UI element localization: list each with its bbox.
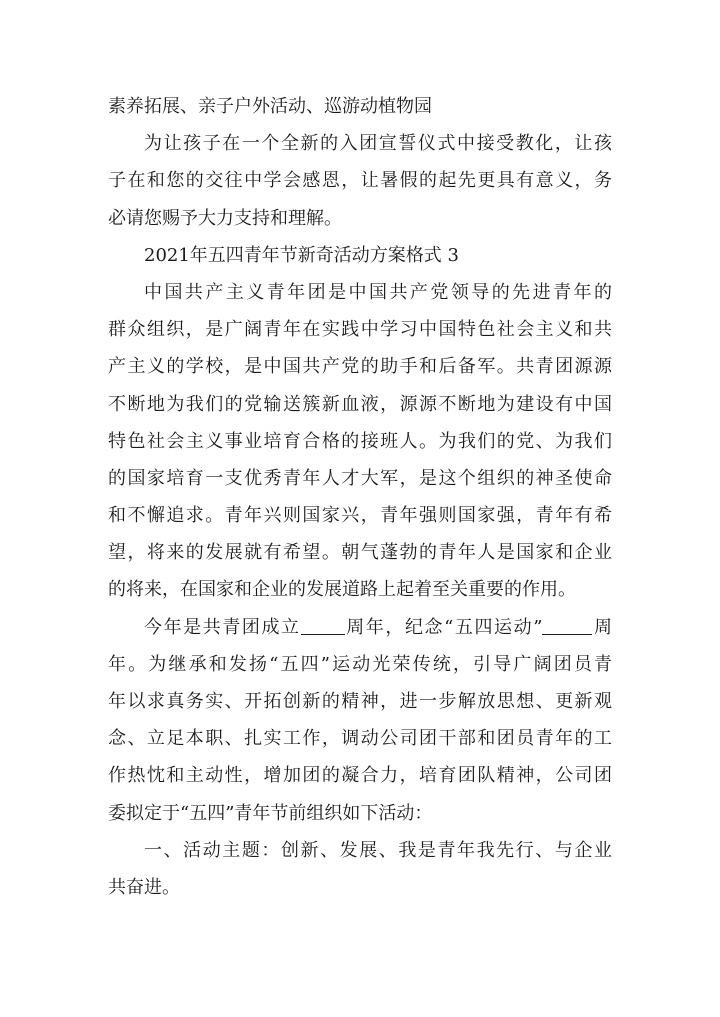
- text-line: 作热忱和主动性，增加团的凝合力，培育团队精神，公司团: [108, 765, 612, 787]
- text-line: 共奋进。: [108, 876, 180, 898]
- text-line: 年以求真务实、开拓创新的精神，进一步解放思想、更新观: [108, 691, 612, 712]
- text-line: 子在和您的交往中学会感恩，让暑假的起先更具有意义，务: [108, 170, 612, 192]
- blank-line-part-3: 周: [592, 616, 613, 638]
- text-line: 群众组织，是广阔青年在实践中学习中国特色社会主义和共: [108, 319, 612, 341]
- text-line: 素养拓展、亲子户外活动、巡游动植物园: [108, 96, 432, 117]
- text-line: 年。为继承和发扬“五四”运动光荣传统，引导广阔团员青: [108, 653, 612, 675]
- text-line: 委拟定于“五四”青年节前组织如下活动：: [108, 802, 433, 824]
- document-body: [108, 88, 612, 906]
- text-line: 念、立足本职、扎实工作，调动公司团干部和团员青年的工: [108, 728, 612, 750]
- fill-in-blank: [542, 616, 592, 635]
- text-line: 望，将来的发展就有希望。朝气蓬勃的青年人是国家和企业: [108, 542, 612, 564]
- text-line: 的将来，在国家和企业的发展道路上起着至关重要的作用。: [108, 579, 576, 601]
- text-line: 特色社会主义事业培育合格的接班人。为我们的党、为我们: [108, 430, 612, 452]
- blank-fill-line: [108, 609, 612, 646]
- text-line: 不断地为我们的党输送簇新血液，源源不断地为建设有中国: [108, 393, 612, 415]
- paragraph-first-line: 中国共产主义青年团是中国共产党领导的先进青年的: [144, 281, 612, 303]
- blank-line-part-2: 周年，纪念“五四运动”: [344, 616, 543, 638]
- text-line: 产主义的学校，是中国共产党的助手和后备军。共青团源源: [108, 356, 612, 378]
- fill-in-blank: [301, 616, 345, 635]
- text-line: 和不懈追求。青年兴则国家兴，青年强则国家强，青年有希: [108, 505, 612, 527]
- text-line: 必请您赐予大力支持和理解。: [108, 207, 342, 229]
- text-line: 的国家培育一支优秀青年人才大军，是这个组织的神圣使命: [108, 467, 612, 489]
- blank-line-part-1: 今年是共青团成立: [144, 616, 301, 638]
- section-heading: 2021年五四青年节新奇活动方案格式 3: [144, 244, 459, 266]
- paragraph-first-line: 一、活动主题：创新、发展、我是青年我先行、与企业: [144, 839, 612, 861]
- paragraph-first-line: 为让孩子在一个全新的入团宣誓仪式中接受教化，让孩: [144, 133, 612, 155]
